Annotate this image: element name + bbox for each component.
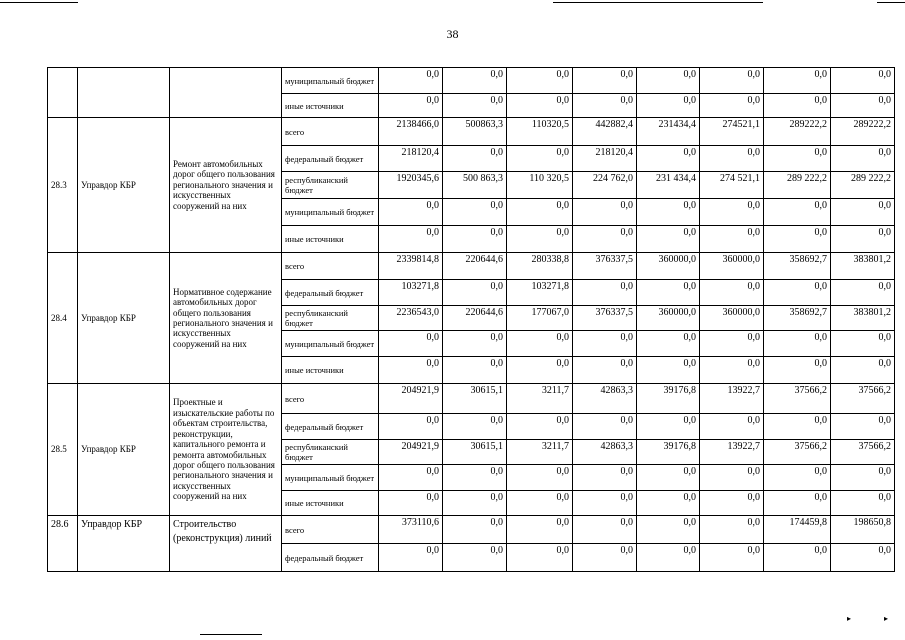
amount-cell: 0,0 xyxy=(443,68,507,94)
amount-cell: 0,0 xyxy=(379,331,443,357)
amount-cell: 231 434,4 xyxy=(637,172,700,199)
amount-cell: 110 320,5 xyxy=(507,172,573,199)
funding-source: всего xyxy=(282,253,379,280)
amount-cell: 0,0 xyxy=(443,465,507,491)
amount-cell: 358692,7 xyxy=(764,253,831,280)
item-name xyxy=(170,68,282,118)
amount-cell: 360000,0 xyxy=(637,253,700,280)
bottom-rule xyxy=(200,634,262,635)
amount-cell: 373110,6 xyxy=(379,516,443,544)
amount-cell: 0,0 xyxy=(573,414,637,440)
amount-cell: 289 222,2 xyxy=(831,172,895,199)
amount-cell: 0,0 xyxy=(507,199,573,226)
amount-cell: 39176,8 xyxy=(637,384,700,414)
item-name: Ремонт автомобильных дорог общего пользования регионального значения и искусственных сооружений на них xyxy=(170,118,282,253)
amount-cell: 0,0 xyxy=(637,357,700,384)
amount-cell: 0,0 xyxy=(700,516,764,544)
amount-cell: 0,0 xyxy=(831,68,895,94)
amount-cell: 13922,7 xyxy=(700,440,764,465)
amount-cell: 0,0 xyxy=(637,465,700,491)
program-funding-table xyxy=(47,67,895,572)
amount-cell: 0,0 xyxy=(573,199,637,226)
amount-cell: 0,0 xyxy=(507,414,573,440)
executor-cell xyxy=(78,68,170,118)
amount-cell: 274521,1 xyxy=(700,118,764,146)
amount-cell: 0,0 xyxy=(700,357,764,384)
amount-cell: 0,0 xyxy=(443,544,507,572)
amount-cell: 220644,6 xyxy=(443,306,507,331)
amount-cell: 0,0 xyxy=(831,544,895,572)
amount-cell: 0,0 xyxy=(764,94,831,118)
amount-cell: 0,0 xyxy=(831,414,895,440)
amount-cell: 0,0 xyxy=(507,94,573,118)
amount-cell: 0,0 xyxy=(764,414,831,440)
amount-cell: 0,0 xyxy=(637,199,700,226)
amount-cell: 0,0 xyxy=(700,280,764,306)
amount-cell: 0,0 xyxy=(507,146,573,172)
item-name: Нормативное содержание автомобильных дорог общего пользования регионального значения и искусственных сооружений на них xyxy=(170,253,282,384)
amount-cell: 39176,8 xyxy=(637,440,700,465)
amount-cell: 0,0 xyxy=(573,544,637,572)
amount-cell: 0,0 xyxy=(831,491,895,516)
item-number: 28.6 xyxy=(48,516,78,572)
amount-cell: 0,0 xyxy=(507,516,573,544)
amount-cell: 0,0 xyxy=(764,331,831,357)
top-rule-right xyxy=(553,2,763,3)
amount-cell: 0,0 xyxy=(764,280,831,306)
amount-cell: 358692,7 xyxy=(764,306,831,331)
item-number: 28.3 xyxy=(48,118,78,253)
amount-cell: 13922,7 xyxy=(700,384,764,414)
funding-source: всего xyxy=(282,516,379,544)
item-number: 28.5 xyxy=(48,384,78,516)
amount-cell: 0,0 xyxy=(573,357,637,384)
amount-cell: 0,0 xyxy=(379,226,443,253)
table-row xyxy=(48,516,895,544)
amount-cell: 383801,2 xyxy=(831,306,895,331)
amount-cell: 0,0 xyxy=(700,199,764,226)
amount-cell: 220644,6 xyxy=(443,253,507,280)
table-row xyxy=(48,68,895,94)
amount-cell: 289222,2 xyxy=(831,118,895,146)
table-row xyxy=(48,118,895,146)
footer-mark-right: ▸ xyxy=(884,614,889,623)
amount-cell: 0,0 xyxy=(379,199,443,226)
funding-source: всего xyxy=(282,384,379,414)
amount-cell: 174459,8 xyxy=(764,516,831,544)
amount-cell: 37566,2 xyxy=(831,384,895,414)
amount-cell: 376337,5 xyxy=(573,253,637,280)
amount-cell: 103271,8 xyxy=(507,280,573,306)
amount-cell: 0,0 xyxy=(507,68,573,94)
amount-cell: 0,0 xyxy=(573,331,637,357)
amount-cell: 0,0 xyxy=(700,491,764,516)
amount-cell: 218120,4 xyxy=(573,146,637,172)
amount-cell: 0,0 xyxy=(379,544,443,572)
amount-cell: 0,0 xyxy=(764,68,831,94)
amount-cell: 0,0 xyxy=(507,544,573,572)
amount-cell: 383801,2 xyxy=(831,253,895,280)
amount-cell: 177067,0 xyxy=(507,306,573,331)
amount-cell: 0,0 xyxy=(831,226,895,253)
amount-cell: 360000,0 xyxy=(700,253,764,280)
amount-cell: 204921,9 xyxy=(379,440,443,465)
amount-cell: 3211,7 xyxy=(507,440,573,465)
amount-cell: 0,0 xyxy=(831,280,895,306)
item-number: 28.4 xyxy=(48,253,78,384)
amount-cell: 1920345,6 xyxy=(379,172,443,199)
amount-cell: 2138466,0 xyxy=(379,118,443,146)
amount-cell: 42863,3 xyxy=(573,384,637,414)
amount-cell: 0,0 xyxy=(573,226,637,253)
amount-cell: 289222,2 xyxy=(764,118,831,146)
amount-cell: 0,0 xyxy=(637,544,700,572)
amount-cell: 0,0 xyxy=(637,68,700,94)
amount-cell: 0,0 xyxy=(379,357,443,384)
item-name: Проектные и изыскательские работы по объектам строительства, реконструкции, капитального ремонта и ремонта автомобильных дорог общего пользования регионального значения и искусственных сооружений на них xyxy=(170,384,282,516)
amount-cell: 0,0 xyxy=(831,199,895,226)
amount-cell: 218120,4 xyxy=(379,146,443,172)
amount-cell: 37566,2 xyxy=(764,384,831,414)
amount-cell: 0,0 xyxy=(764,491,831,516)
amount-cell: 0,0 xyxy=(637,414,700,440)
funding-source: республиканский бюджет xyxy=(282,440,379,465)
amount-cell: 0,0 xyxy=(637,226,700,253)
funding-source: федеральный бюджет xyxy=(282,146,379,172)
funding-source: федеральный бюджет xyxy=(282,280,379,306)
executor-cell: Управдор КБР xyxy=(78,516,170,572)
table-row xyxy=(48,384,895,414)
executor-cell: Управдор КБР xyxy=(78,118,170,253)
amount-cell: 110320,5 xyxy=(507,118,573,146)
amount-cell: 0,0 xyxy=(443,146,507,172)
funding-source: муниципальный бюджет xyxy=(282,199,379,226)
item-name: Строительство (реконструкция) линий xyxy=(170,516,282,572)
amount-cell: 0,0 xyxy=(573,280,637,306)
amount-cell: 0,0 xyxy=(637,516,700,544)
amount-cell: 0,0 xyxy=(443,357,507,384)
amount-cell: 0,0 xyxy=(573,68,637,94)
funding-source: республиканский бюджет xyxy=(282,172,379,199)
amount-cell: 0,0 xyxy=(443,414,507,440)
amount-cell: 0,0 xyxy=(764,146,831,172)
amount-cell: 103271,8 xyxy=(379,280,443,306)
amount-cell: 0,0 xyxy=(637,146,700,172)
amount-cell: 0,0 xyxy=(700,544,764,572)
amount-cell: 0,0 xyxy=(507,491,573,516)
amount-cell: 2339814,8 xyxy=(379,253,443,280)
amount-cell: 0,0 xyxy=(764,465,831,491)
footer-mark-left: ▸ xyxy=(847,614,852,623)
amount-cell: 0,0 xyxy=(379,491,443,516)
item-number xyxy=(48,68,78,118)
funding-source: муниципальный бюджет xyxy=(282,465,379,491)
amount-cell: 231434,4 xyxy=(637,118,700,146)
amount-cell: 360000,0 xyxy=(637,306,700,331)
amount-cell: 0,0 xyxy=(379,465,443,491)
amount-cell: 0,0 xyxy=(831,94,895,118)
amount-cell: 0,0 xyxy=(637,331,700,357)
amount-cell: 0,0 xyxy=(700,465,764,491)
funding-source: иные источники xyxy=(282,491,379,516)
amount-cell: 204921,9 xyxy=(379,384,443,414)
amount-cell: 0,0 xyxy=(573,465,637,491)
amount-cell: 0,0 xyxy=(379,68,443,94)
amount-cell: 2236543,0 xyxy=(379,306,443,331)
amount-cell: 37566,2 xyxy=(831,440,895,465)
amount-cell: 3211,7 xyxy=(507,384,573,414)
amount-cell: 0,0 xyxy=(443,94,507,118)
amount-cell: 30615,1 xyxy=(443,440,507,465)
amount-cell: 0,0 xyxy=(573,94,637,118)
funding-source: всего xyxy=(282,118,379,146)
funding-source: муниципальный бюджет xyxy=(282,68,379,94)
amount-cell: 0,0 xyxy=(637,94,700,118)
amount-cell: 0,0 xyxy=(507,331,573,357)
amount-cell: 30615,1 xyxy=(443,384,507,414)
amount-cell: 0,0 xyxy=(507,226,573,253)
amount-cell: 289 222,2 xyxy=(764,172,831,199)
top-rule-left xyxy=(0,2,78,3)
amount-cell: 280338,8 xyxy=(507,253,573,280)
funding-source: федеральный бюджет xyxy=(282,414,379,440)
amount-cell: 360000,0 xyxy=(700,306,764,331)
amount-cell: 376337,5 xyxy=(573,306,637,331)
funding-source: муниципальный бюджет xyxy=(282,331,379,357)
funding-source: иные источники xyxy=(282,357,379,384)
amount-cell: 0,0 xyxy=(443,331,507,357)
amount-cell: 0,0 xyxy=(700,226,764,253)
amount-cell: 0,0 xyxy=(700,414,764,440)
amount-cell: 0,0 xyxy=(573,516,637,544)
amount-cell: 0,0 xyxy=(764,226,831,253)
page-number: 38 xyxy=(446,27,459,41)
funding-source: федеральный бюджет xyxy=(282,544,379,572)
amount-cell: 0,0 xyxy=(831,331,895,357)
funding-source: иные источники xyxy=(282,94,379,118)
amount-cell: 0,0 xyxy=(573,491,637,516)
amount-cell: 0,0 xyxy=(831,146,895,172)
amount-cell: 500 863,3 xyxy=(443,172,507,199)
funding-source: иные источники xyxy=(282,226,379,253)
amount-cell: 0,0 xyxy=(831,357,895,384)
amount-cell: 0,0 xyxy=(700,146,764,172)
amount-cell: 0,0 xyxy=(637,491,700,516)
amount-cell: 42863,3 xyxy=(573,440,637,465)
top-rule-edge xyxy=(877,2,905,3)
amount-cell: 0,0 xyxy=(443,280,507,306)
executor-cell: Управдор КБР xyxy=(78,384,170,516)
amount-cell: 0,0 xyxy=(700,331,764,357)
amount-cell: 500863,3 xyxy=(443,118,507,146)
amount-cell: 0,0 xyxy=(443,516,507,544)
amount-cell: 0,0 xyxy=(831,465,895,491)
amount-cell: 0,0 xyxy=(443,491,507,516)
amount-cell: 0,0 xyxy=(764,199,831,226)
amount-cell: 274 521,1 xyxy=(700,172,764,199)
amount-cell: 0,0 xyxy=(379,94,443,118)
amount-cell: 0,0 xyxy=(443,199,507,226)
table-body xyxy=(48,68,895,572)
amount-cell: 0,0 xyxy=(764,357,831,384)
amount-cell: 0,0 xyxy=(637,280,700,306)
amount-cell: 0,0 xyxy=(764,544,831,572)
amount-cell: 0,0 xyxy=(700,94,764,118)
amount-cell: 224 762,0 xyxy=(573,172,637,199)
executor-cell: Управдор КБР xyxy=(78,253,170,384)
amount-cell: 442882,4 xyxy=(573,118,637,146)
table-row xyxy=(48,253,895,280)
amount-cell: 0,0 xyxy=(507,357,573,384)
funding-source: республиканский бюджет xyxy=(282,306,379,331)
amount-cell: 198650,8 xyxy=(831,516,895,544)
amount-cell: 0,0 xyxy=(507,465,573,491)
amount-cell: 0,0 xyxy=(379,414,443,440)
amount-cell: 37566,2 xyxy=(764,440,831,465)
amount-cell: 0,0 xyxy=(443,226,507,253)
amount-cell: 0,0 xyxy=(700,68,764,94)
